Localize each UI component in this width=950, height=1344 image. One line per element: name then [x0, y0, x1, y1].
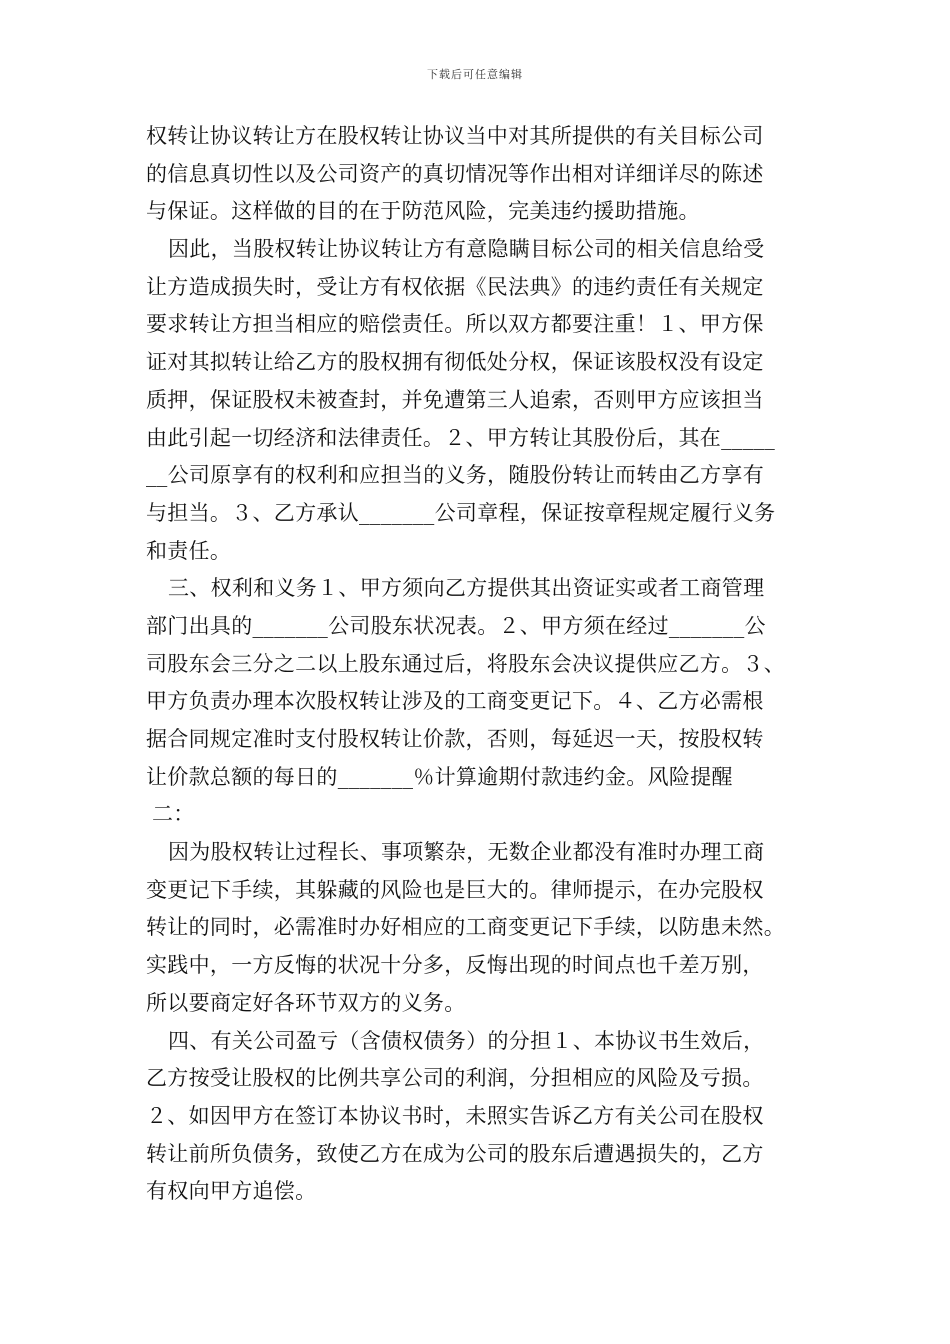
text-line: 实践中，一方反悔的状况十分多，反悔出现的时间点也千差万别，: [146, 953, 764, 978]
text-line: 由此引起一切经济和法律责任。２、甲方转让其股份后，其在_____: [146, 425, 776, 450]
text-line: 乙方按受让股权的比例共享公司的利润，分担相应的风险及亏损。: [146, 1066, 764, 1091]
text-line: ２、如因甲方在签订本协议书时，未照实告诉乙方有关公司在股权: [146, 1103, 764, 1128]
text-line: 部门出具的_______公司股东状况表。２、甲方须在经过_______公: [146, 613, 766, 638]
section-heading-line: 四、有关公司盈亏（含债权债务）的分担１、本协议书生效后，: [168, 1028, 765, 1053]
text-line: 权转让协议转让方在股权转让协议当中对其所提供的有关目标公司: [146, 124, 764, 148]
paragraph-start-line: 因此，当股权转让协议转让方有意隐瞒目标公司的相关信息给受: [168, 237, 765, 262]
text-line: 据合同规定准时支付股权转让价款，否则，每延迟一天，按股权转: [146, 727, 764, 751]
text-line: 与担当。３、乙方承认_______公司章程，保证按章程规定履行义务: [146, 500, 776, 525]
text-line: 让价款总额的每日的_______％计算逾期付款违约金。风险提醒: [146, 764, 733, 789]
text-line: 甲方负责办理本次股权转让涉及的工商变更记下。４、乙方必需根: [146, 689, 764, 714]
text-line: 所以要商定好各环节双方的义务。: [146, 990, 466, 1015]
text-line: 与保证。这样做的目的在于防范风险，完美违约援助措施。: [146, 199, 700, 224]
paragraph-start-line: 因为股权转让过程长、事项繁杂，无数企业都没有准时办理工商: [168, 840, 765, 865]
text-line: 证对其拟转让给乙方的股权拥有彻低处分权，保证该股权没有设定: [146, 350, 764, 375]
text-line: 有权向甲方追偿。: [146, 1179, 317, 1204]
text-line: 转让的同时，必需准时办好相应的工商变更记下手续，以防患未然。: [146, 915, 785, 940]
page-header: 下载后可任意编辑: [427, 68, 523, 81]
text-line: 让方造成损失时，受让方有权依据《民法典》的违约责任有关规定: [146, 274, 764, 299]
text-line: 司股东会三分之二以上股东通过后，将股东会决议提供应乙方。３、: [146, 651, 785, 676]
section-heading-line: 三、权利和义务１、甲方须向乙方提供其出资证实或者工商管理: [168, 576, 765, 601]
text-line: 要求转让方担当相应的赔偿责任。所以双方都要注重！１、甲方保: [146, 312, 764, 337]
text-line: 转让前所负债务，致使乙方在成为公司的股东后遭遇损失的，乙方: [146, 1141, 764, 1166]
document-body: [146, 118, 810, 1211]
text-line: 二：: [152, 802, 195, 827]
text-line: 的信息真切性以及公司资产的真切情况等作出相对详细详尽的陈述: [146, 161, 764, 186]
text-line: 质押，保证股权未被查封，并免遭第三人追索，否则甲方应该担当: [146, 387, 764, 412]
text-line: __公司原享有的权利和应担当的义务，随股份转让而转由乙方享有: [146, 463, 764, 488]
text-line: 和责任。: [146, 538, 232, 563]
text-line: 变更记下手续，其躲藏的风险也是巨大的。律师提示，在办完股权: [146, 877, 764, 902]
